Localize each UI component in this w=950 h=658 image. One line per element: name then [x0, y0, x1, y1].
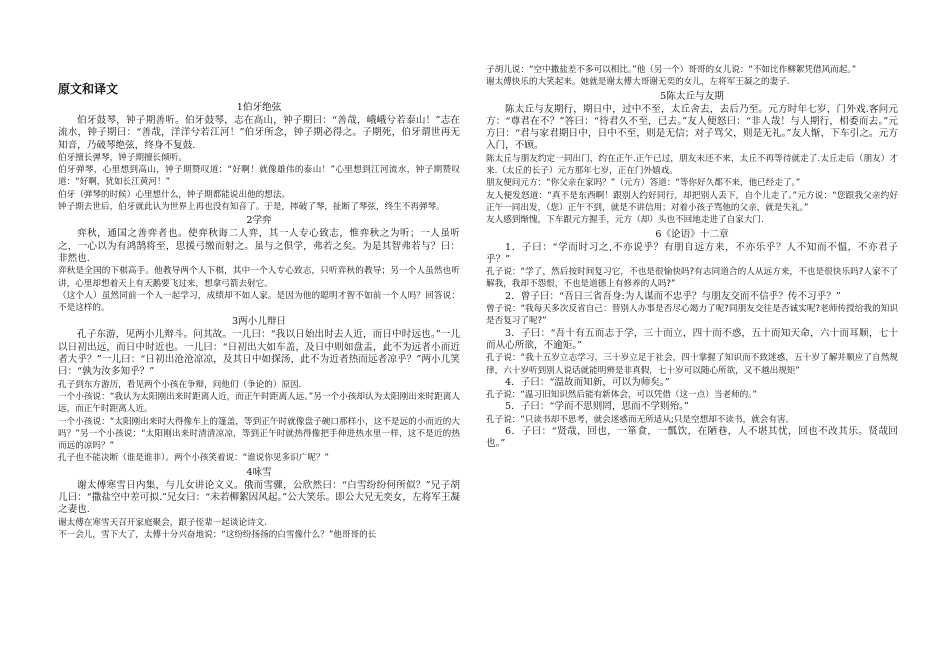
translation-paragraph: 友人感到惭愧，下车跟元方握手，元方（却）头也不回地走进了自家大门.	[486, 215, 764, 226]
section-title: 5陈太丘与友期	[660, 90, 724, 102]
translation-paragraph: 孔子说：“学了，然后按时间复习它，不也是很愉快吗?有志同道合的人从远方来，不也是很快乐吗?人家不了解我，我却不怨恨，不也是道德上有修养的人吗?”	[486, 267, 898, 290]
translation-paragraph: 孔子说：“温习旧知识然后能有新体会，可以凭借（这一点）当老师的。”	[486, 390, 758, 401]
original-text-paragraph: 3．子曰：“吾十有五而志于学，三十而立，四十而不惑，五十而知天命，六十而耳顺，七十而从心所欲，不逾矩。”	[486, 327, 898, 351]
translation-paragraph: 一个小孩说：“太阳刚出来时大得像车上的篷盖，等到正午时就像盘子碗口那样小，这不是远的小而近的大吗？”另一个小孩说：“太阳刚出来时清清凉凉，等到正午时就热得像把手伸进热水里一样，这不是近的热而远的凉吗？”	[58, 416, 460, 452]
original-text-paragraph: 5．子曰：“学而不思则罔，思而不学则殆。”	[505, 401, 689, 413]
translation-paragraph: 孔子说：“只读书却不思考，就会迷惑而无所适从;只是空想却不读书，就会有害。	[486, 414, 795, 425]
original-text-paragraph: 孔子东游，见两小儿辩斗。问其故。一儿曰：“我以日始出时去人近，而日中时远也。”一儿以日初出远，而日中时近也。一儿曰：“日初出大如车盖，及日中则如盘盂，此不为远者小而近者大乎？”一儿曰：“日初出沧沧凉凉，及其日中如探汤，此不为近者热而远者凉乎？”两小儿笑曰：“孰为汝多知乎？”	[58, 329, 460, 378]
translation-paragraph: 子胡儿说：“空中撒盐差不多可以相比。”他（另一个）哥哥的女儿说：“不如比作柳絮凭借风而起。”	[486, 65, 857, 75]
translation-paragraph: 钟子期去世后，伯牙就此认为世界上再也没有知音了。于是，摔破了琴，扯断了琴弦，终生不再弹琴。	[58, 202, 445, 213]
section-title: 4咏雪	[246, 466, 272, 478]
translation-paragraph: 伯牙弹琴，心里想到高山，钟子期赞叹道：“好啊！就像雄伟的泰山！”心里想到江河流水，钟子期赞叹道：“好啊，犹如长江黄河！”	[58, 165, 460, 188]
section-title: 2学弈	[246, 215, 272, 227]
translation-paragraph: 伯牙（弹琴的时候）心里想什么，钟子期都能说出他的想法。	[58, 189, 291, 200]
section-title: 3两小儿辩日	[231, 316, 287, 328]
translation-paragraph: 陈太丘与朋友约定一同出门，约在正午.正午已过，朋友未还不来，太丘不再等待就走了.太丘走后（朋友）才来.（太丘的长子）元方那年七岁，正在门外嬉戏。	[486, 153, 898, 177]
original-text-paragraph: 1．子曰：“学而时习之,不亦说乎？有朋自远方来，不亦乐乎？人不知而不愠，不亦君子乎？”	[486, 241, 898, 265]
original-text-paragraph: 陈太丘与友期行，期日中，过中不至，太丘舍去，去后乃至。元方时年七岁，门外戏.客问元方：“尊君在不？”答曰：“待君久不至，已去。”友人便怒曰：“非人哉！与人期行，相委而去。”元方曰：“君与家君期日中，日中不至，则是无信；对子骂父，则是无礼。”友人惭，下车引之。元方入门，不顾。	[486, 103, 898, 152]
right-column	[486, 64, 898, 451]
section-title: 6《论语》十二章	[655, 228, 729, 240]
translation-paragraph: 谢太傅在寒雪天召开家庭聚会，跟子侄辈一起谈论诗文.	[58, 517, 267, 528]
left-column	[58, 80, 460, 541]
section-title: 1伯牙绝弦	[236, 102, 282, 113]
original-text-paragraph: 2．曾子曰：“吾日三省吾身:为人谋而不忠乎？与朋友交而不信乎？传不习乎？”	[505, 290, 841, 302]
translation-paragraph: 一个小孩说：“我认为太阳刚出来时距离人近，而正午时距离人远。”另一个小孩却认为太阳刚出来时距离人远，而正午时距离人近。	[58, 391, 460, 415]
translation-paragraph: 孔子到东方游历，看见两个小孩在争辩，问他们（争论的）原因.	[58, 379, 302, 390]
translation-paragraph: 孔子也不能决断（谁是谁非）。两个小孩笑着说：“谁说你见多识广呢？”	[58, 453, 330, 464]
original-text-paragraph: 6．子曰：“贤哉，回也，一箪食，一瓢饮，在陋巷，人不堪其忧，回也不改其乐。贤哉回也。”	[486, 426, 898, 450]
original-text-paragraph: 4．子曰：“温故而知新，可以为师矣。”	[505, 376, 670, 388]
translation-paragraph: 弈秋是全国的下棋高手。他教导两个人下棋，其中一个人专心致志，只听弈秋的教导；另一个人虽然也听讲，心里却想着天上有天鹅要飞过来，想拿弓箭去射它。	[58, 266, 460, 289]
translation-paragraph: 孔子说：“我十五岁立志学习，三十岁立足于社会，四十掌握了知识而不致迷惑，五十岁了解并顺应了自然规律，六十岁听到别人说话就能明辨是非真假，七十岁可以随心所欲，又不越出规矩”	[486, 353, 898, 376]
original-text-paragraph: 谢太傅寒雪日内集，与儿女讲论文义。俄而雪骤，公欣然曰：“白雪纷纷何所似？”兄子胡儿曰：“撒盐空中差可拟.”兄女曰：“未若柳絮因风起。”公大笑乐。即公大兄无奕女，左将军王凝之妻也.	[58, 479, 460, 516]
original-text-paragraph: 伯牙鼓琴，钟子期善听。伯牙鼓琴，志在高山，钟子期曰：“善哉，峨峨兮若泰山！”志在流水，钟子期曰：“善哉，洋洋兮若江河！”伯牙所念，钟子期必得之。子期死，伯牙谓世再无知音，乃破琴绝弦，终身不复鼓.	[58, 115, 460, 151]
page-heading: 原文和译文	[58, 82, 119, 96]
translation-paragraph: 曾子说：“我每天多次反省自己：替别人办事是否尽心竭力了呢?同朋友交往是否诚实呢?老师传授给我的知识是否复习了呢?”	[486, 304, 898, 327]
translation-paragraph: （这个人）虽然同前一个人一起学习，成绩却不如人家。是因为他的聪明才智不如前一个人吗？回答说：不是这样的。	[58, 290, 460, 314]
translation-paragraph: 伯牙擅长弹琴，钟子期擅长倾听。	[58, 152, 187, 163]
translation-paragraph: 朋友便问元方：“你父亲在家吗？”（元方）答道：“等你好久都不来，他已经走了。”	[486, 178, 801, 189]
original-text-paragraph: 弈秋，通国之善弈者也。使弈秋诲二人弈，其一人专心致志，惟弈秋之为听；一人虽听之，一心以为有鸿鹄将至，思援弓缴而射之。虽与之俱学，弗若之矣。为是其智弗若与？曰：非然也.	[58, 228, 460, 264]
translation-paragraph: 谢太傅快乐的大笑起来。她就是谢太傅大哥谢无奕的女儿，左将军王凝之的妻子.	[486, 77, 790, 88]
translation-paragraph: 友人便发怒道：“真不是东西啊！跟别人约好同行，却把别人丢下，自个儿走了。”元方说：“您跟我父亲约好正午一同出发，（您）正午不到，就是不讲信用；对着小孩子骂他的父亲，就是失礼。”	[486, 190, 898, 213]
translation-paragraph: 不一会儿，雪下大了，太傅十分兴奋地说：“这纷纷扬扬的白雪像什么？”他哥哥的长	[58, 529, 377, 540]
